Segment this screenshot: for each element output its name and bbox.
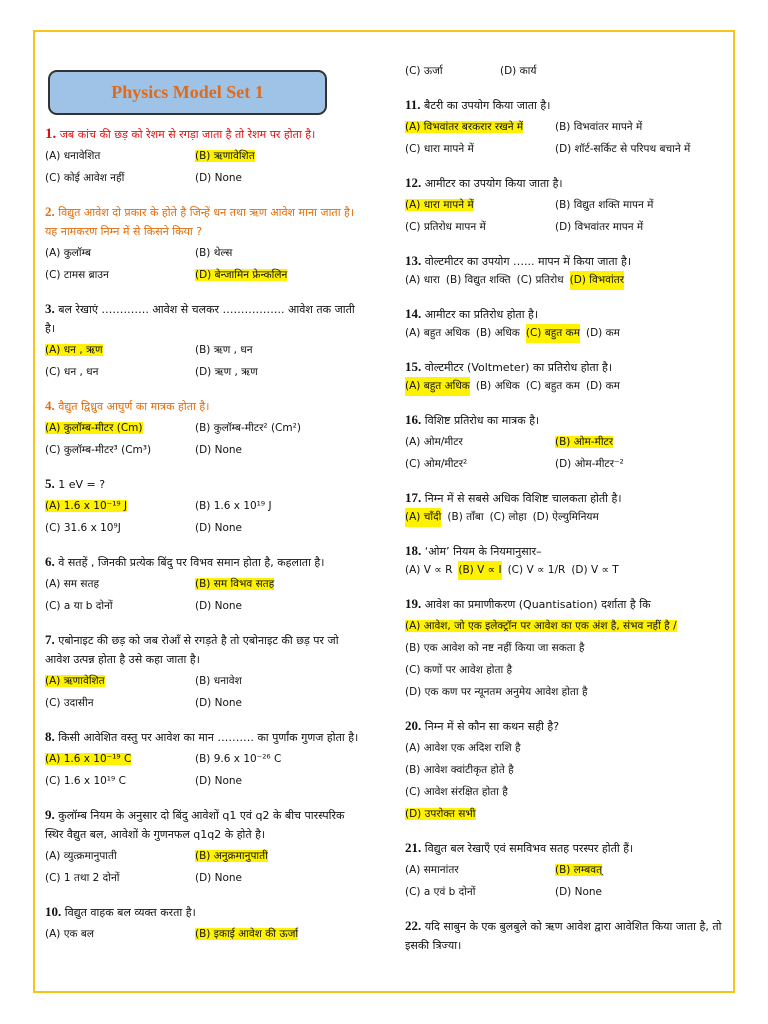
option-cell: [45, 747, 195, 769]
question-stem: निम्न में से सबसे अधिक विशिष्ट चालकता होती है।: [424, 492, 622, 505]
option-row: [405, 561, 725, 580]
question-text: [405, 916, 725, 955]
option-cell: [45, 594, 195, 616]
question-block: [45, 474, 365, 538]
option[interactable]: (C) कुलॉम्ब-मीटर³ (Cm³): [45, 444, 152, 456]
option-row: [45, 769, 365, 791]
option[interactable]: (A) चाँदी: [405, 508, 441, 527]
question-number: 5.: [45, 476, 55, 491]
option[interactable]: (A) ओम/मीटर: [405, 436, 463, 448]
option-line: [405, 802, 725, 824]
option-cell: [405, 137, 555, 159]
option-cell: [195, 769, 365, 791]
option[interactable]: (A) आवेश एक अदिश राशि है: [405, 742, 521, 754]
option-cell: [45, 691, 195, 713]
option-line: [405, 658, 725, 680]
question-stem: विशिष्ट प्रतिरोध का मात्रक है।: [424, 414, 540, 427]
option[interactable]: (C) उदासीन: [45, 697, 94, 709]
question-block: [405, 838, 725, 902]
option-row: [405, 508, 725, 527]
question-stem: वोल्टमीटर का उपयोग …... मापन में किया जाता है।: [424, 255, 632, 268]
option[interactable]: (B) एक आवेश को नष्ट नहीं किया जा सकता है: [405, 642, 585, 654]
option-row: [45, 516, 365, 538]
question-stem: 1 eV = ?: [58, 478, 106, 491]
option-cell: [45, 494, 195, 516]
option[interactable]: (C) बहुत कम: [525, 380, 580, 392]
option[interactable]: (C) बहुत कम: [526, 324, 580, 343]
option-cell: [45, 338, 195, 360]
option-row: [45, 572, 365, 594]
option-row: [45, 747, 365, 769]
option[interactable]: (A) एक बल: [45, 928, 95, 940]
question-stem: किसी आवेशित वस्तु पर आवेश का मान ………. का पुर्णांक गुणज होता है।: [58, 731, 359, 744]
option-cell: [45, 516, 195, 538]
option[interactable]: (C) ऊर्जा: [405, 65, 443, 77]
option[interactable]: (C) 1 तथा 2 दोनों: [45, 872, 120, 884]
option[interactable]: (C) कोई आवेश नहीं: [45, 172, 125, 184]
option[interactable]: (B) ऋण , धन: [195, 344, 253, 356]
option-row: [45, 438, 365, 460]
option-row: [405, 324, 725, 343]
option[interactable]: (D) None: [195, 444, 243, 456]
option-cell: [555, 452, 725, 474]
question-block: [45, 630, 365, 713]
option-row: [45, 166, 365, 188]
option-cell: [555, 115, 725, 137]
option-cell: [45, 438, 195, 460]
option[interactable]: (B) कुलॉम्ब-मीटर² (Cm²): [195, 422, 301, 434]
option[interactable]: (A) विभवांतर बरकरार रखने में: [405, 121, 524, 133]
option-line: [405, 614, 725, 636]
option-row: [45, 691, 365, 713]
question-text: [45, 902, 365, 922]
option-cell: [45, 572, 195, 594]
option-cell: [195, 338, 365, 360]
question-text: [405, 95, 725, 115]
option-cell: [405, 452, 555, 474]
option[interactable]: (C) 31.6 x 10⁹J: [45, 522, 121, 534]
question-block: [405, 916, 725, 955]
question-text: [405, 304, 725, 324]
question-block: [405, 173, 725, 237]
option-cell: [405, 880, 555, 902]
question-number: 9.: [45, 807, 55, 822]
question-text: [45, 552, 365, 572]
option[interactable]: (D) कम: [585, 327, 620, 339]
option-cell: [45, 144, 195, 166]
option[interactable]: (B) विभवांतर मापने में: [555, 121, 643, 133]
option-row: [45, 338, 365, 360]
option-cell: [555, 430, 725, 452]
option[interactable]: (B) अनुक्रमानुपाती: [195, 850, 268, 862]
question-block: [405, 488, 725, 527]
option[interactable]: (A) धनावेशित: [45, 150, 101, 162]
option-cell: [45, 769, 195, 791]
question-block: [405, 716, 725, 824]
option[interactable]: (C) V ∝ 1/R: [507, 564, 566, 576]
option[interactable]: (C) a या b दोनों: [45, 600, 113, 612]
question-stem: बल रेखाएं …………. आवेश से चलकर …………….. आवेश तक जाती है।: [45, 303, 355, 335]
question-stem: जब कांच की छड़ को रेशम से रगड़ा जाता है तो रेशम पर होता है।: [59, 128, 316, 141]
question-stem: निम्न में से कौन सा कथन सही है?: [424, 720, 560, 733]
option[interactable]: (B) 9.6 x 10⁻²⁶ C: [195, 753, 282, 765]
option[interactable]: (B) V ∝ I: [458, 561, 501, 580]
option[interactable]: (C) 1.6 x 10¹⁹ C: [45, 775, 126, 787]
option[interactable]: (D) उपरोक्त सभी: [405, 808, 476, 820]
option[interactable]: (D) V ∝ T: [571, 564, 619, 576]
question-block: [405, 357, 725, 396]
option-cell: [195, 747, 365, 769]
question-number: 8.: [45, 729, 55, 744]
question-block: [45, 125, 365, 188]
option-cell: [405, 215, 555, 237]
question-block: [45, 805, 365, 888]
question-number: 14.: [405, 306, 422, 321]
option[interactable]: (D) None: [195, 522, 243, 534]
question-stem: वैद्युत द्विध्रुव आघुर्ण का मात्रक होता है।: [58, 400, 210, 413]
question-text: [405, 251, 725, 271]
option-cell: [405, 115, 555, 137]
option[interactable]: (C) आवेश संरक्षित होता है: [405, 786, 508, 798]
question-number: 7.: [45, 632, 55, 647]
question-number: 1.: [45, 126, 57, 142]
question-stem: आमीटर का उपयोग किया जाता है।: [424, 177, 563, 190]
question-stem: आवेश का प्रमाणीकरण (Quantisation) दर्शाता है कि: [424, 598, 651, 611]
option[interactable]: (D) None: [195, 600, 243, 612]
question-number: 3.: [45, 301, 55, 316]
option[interactable]: (A) कुलॉम्ब: [45, 247, 92, 259]
option-row: [405, 377, 725, 396]
option[interactable]: (D) None: [195, 872, 243, 884]
option-row: [405, 137, 725, 159]
option-cell: [555, 193, 725, 215]
question-number: 16.: [405, 412, 422, 427]
option-line: [405, 680, 725, 702]
question-stem: विद्युत बल रेखाएँ एवं समविभव सतह परस्पर होती हैं।: [424, 842, 634, 855]
option-cell: [195, 144, 365, 166]
option[interactable]: (D) एक कण पर न्यूनतम अनुमेय आवेश होता है: [405, 686, 588, 698]
option-cell: [45, 844, 195, 866]
option[interactable]: (D) None: [555, 886, 603, 898]
option-row: [405, 880, 725, 902]
question-number: 17.: [405, 490, 422, 505]
option-cell: [555, 137, 725, 159]
option-row: [45, 844, 365, 866]
question-stem: कुलॉम्ब नियम के अनुसार दो बिंदु आवेशों q1 एवं q2 के बीच पारस्परिक स्थिर वैद्युत बल, आवेशों के गुणनफल q1q2 के होते है।: [45, 809, 345, 841]
question-number: 15.: [405, 359, 422, 374]
question-text: [405, 173, 725, 193]
question-text: [45, 202, 365, 241]
option[interactable]: (C) टामस ब्राउन: [45, 269, 109, 281]
question-block: [405, 95, 725, 159]
option[interactable]: (B) विद्युत शक्ति मापन में: [555, 199, 654, 211]
question-number: 11.: [405, 97, 421, 112]
option-row: [45, 263, 365, 285]
option-row: [45, 360, 365, 382]
option-row-continued: [405, 62, 725, 81]
option-row: [45, 594, 365, 616]
question-text: [45, 727, 365, 747]
option[interactable]: (A) 1.6 x 10⁻¹⁹ C: [45, 753, 132, 765]
option-cell: [195, 594, 365, 616]
option[interactable]: (C) धन , धन: [45, 366, 99, 378]
question-stem: एबोनाइट की छड़ को जब रोआँ से रगड़ते है तो एबोनाइट की छड़ पर जो आवेश उत्पन्न होता है उसे कहा जाता है।: [45, 634, 339, 666]
option[interactable]: (D) विभवांतर मापन में: [555, 221, 644, 233]
option[interactable]: (D) शॉर्ट-सर्किट से परिपथ बचाने में: [555, 143, 691, 155]
option[interactable]: (A) आवेश, जो एक इलेक्ट्रॉन पर आवेश का एक अंश है, संभव नहीं है /: [405, 620, 677, 632]
option[interactable]: (B) अधिक: [475, 380, 520, 392]
option[interactable]: (A) V ∝ R: [405, 564, 453, 576]
option-row: [45, 866, 365, 888]
option-cell: [405, 193, 555, 215]
option[interactable]: (A) बहुत अधिक: [405, 327, 470, 339]
option[interactable]: (A) धारा: [405, 274, 440, 286]
option-cell: [45, 360, 195, 382]
question-block: [45, 202, 365, 285]
question-number: 13.: [405, 253, 422, 268]
option[interactable]: (B) लम्बवत्: [555, 864, 603, 876]
option[interactable]: (A) सम सतह: [45, 578, 100, 590]
option-cell: [195, 166, 365, 188]
option-cell: [195, 438, 365, 460]
option-row: [405, 452, 725, 474]
question-number: 22.: [405, 918, 422, 933]
question-stem: बैटरी का उपयोग किया जाता है।: [424, 99, 551, 112]
question-number: 21.: [405, 840, 422, 855]
option[interactable]: (D) बेन्जामिन फ्रेन्कलिन: [195, 269, 288, 281]
option-cell: [195, 866, 365, 888]
option[interactable]: (B) ओम-मीटर: [555, 436, 614, 448]
option-row: [45, 669, 365, 691]
option[interactable]: (B) सम विभव सतह: [195, 578, 275, 590]
question-text: [45, 474, 365, 494]
question-text: [405, 716, 725, 736]
option-line: [405, 780, 725, 802]
option-row: [405, 271, 725, 290]
option[interactable]: (D) विभवांतर: [570, 271, 624, 290]
option-row: [45, 494, 365, 516]
option[interactable]: (A) धन , ऋण: [45, 344, 103, 356]
option[interactable]: (B) धनावेश: [195, 675, 242, 687]
question-stem: विद्युत आवेश दो प्रकार के होते है जिन्हें धन तथा ऋण आवेश माना जाता है। यह नामकरण निम्न में से किसने किया ?: [45, 206, 355, 238]
question-block: [45, 727, 365, 791]
option[interactable]: (B) थेल्स: [195, 247, 233, 259]
question-block: [45, 552, 365, 616]
question-text: [405, 488, 725, 508]
question-stem: आमीटर का प्रतिरोध होता है।: [424, 308, 539, 321]
question-text: [45, 805, 365, 844]
option[interactable]: (A) धारा मापने में: [405, 199, 474, 211]
option[interactable]: (B) 1.6 x 10¹⁹ J: [195, 500, 272, 512]
option[interactable]: (B) ताँबा: [447, 511, 484, 523]
option[interactable]: (D) None: [195, 775, 243, 787]
option[interactable]: (B) विद्युत शक्ति: [445, 274, 511, 286]
option[interactable]: (A) ऋणावेशित: [45, 675, 105, 687]
option-cell: [195, 691, 365, 713]
question-block: [405, 541, 725, 580]
right-column: [405, 62, 725, 969]
question-text: [405, 357, 725, 377]
option-cell: [45, 866, 195, 888]
option-cell: [45, 922, 195, 944]
option[interactable]: (D) ऐल्युमिनियम: [532, 511, 599, 523]
question-block: [405, 594, 725, 702]
option[interactable]: (C) धारा मापने में: [405, 143, 474, 155]
option-cell: [45, 241, 195, 263]
option[interactable]: (B) इकाई आवेश की ऊर्जा: [195, 928, 299, 940]
question-number: 12.: [405, 175, 422, 190]
option-row: [45, 144, 365, 166]
question-block: [45, 902, 365, 944]
option[interactable]: (A) 1.6 x 10⁻¹⁹ J: [45, 500, 128, 512]
question-stem: ‘ओम’ नियम के नियमानुसार–: [424, 545, 542, 558]
option[interactable]: (A) समानांतर: [405, 864, 459, 876]
question-number: 2.: [45, 204, 55, 219]
option-cell: [195, 263, 365, 285]
option-cell: [555, 880, 725, 902]
option[interactable]: (A) बहुत अधिक: [405, 377, 470, 396]
option-cell: [45, 669, 195, 691]
option-cell: [195, 669, 365, 691]
question-number: 6.: [45, 554, 55, 569]
option[interactable]: (D) कम: [585, 380, 620, 392]
question-text: [405, 838, 725, 858]
question-number: 4.: [45, 398, 55, 413]
question-block: [405, 251, 725, 290]
option-row: [405, 193, 725, 215]
option[interactable]: (C) लोहा: [489, 511, 527, 523]
question-text: [45, 396, 365, 416]
option-cell: [195, 416, 365, 438]
left-column: [45, 125, 365, 958]
question-stem: विद्युत वाहक बल व्यक्त करता है।: [64, 906, 196, 919]
option[interactable]: (D) ऋण , ऋण: [195, 366, 258, 378]
option-cell: [45, 416, 195, 438]
page-title: Physics Model Set 1: [48, 70, 327, 115]
option-row: [45, 241, 365, 263]
question-number: 10.: [45, 904, 62, 919]
option[interactable]: (C) ओम/मीटर²: [405, 458, 468, 470]
option-line: [405, 758, 725, 780]
option-cell: [195, 844, 365, 866]
question-block: [45, 299, 365, 382]
question-number: 19.: [405, 596, 422, 611]
option-row: [45, 922, 365, 944]
option-row: [405, 115, 725, 137]
option-row: [405, 430, 725, 452]
question-block: [405, 410, 725, 474]
option[interactable]: (D) कार्य: [500, 65, 537, 77]
question-stem: वे सतहें , जिनकी प्रत्येक बिंदु पर विभव समान होता है, कहलाता है।: [58, 556, 325, 569]
question-stem: वोल्टमीटर (Voltmeter) का प्रतिरोध होता है।: [424, 361, 613, 374]
option[interactable]: (A) व्युत्क्रमानुपाती: [45, 850, 117, 862]
option-row: [45, 416, 365, 438]
option-cell: [555, 858, 725, 880]
option[interactable]: (D) ओम-मीटर⁻²: [555, 458, 624, 470]
option-cell: [405, 430, 555, 452]
option-cell: [195, 494, 365, 516]
option[interactable]: (B) ऋणावेशित: [195, 150, 255, 162]
option-cell: [195, 922, 365, 944]
option-row: [405, 215, 725, 237]
option[interactable]: (C) प्रतिरोध: [516, 274, 564, 286]
option[interactable]: (A) कुलॉम्ब-मीटर (Cm): [45, 422, 143, 434]
question-text: [405, 410, 725, 430]
option-line: [405, 736, 725, 758]
option[interactable]: (D) None: [195, 172, 243, 184]
question-number: 20.: [405, 718, 422, 733]
question-number: 18.: [405, 543, 422, 558]
option-cell: [195, 360, 365, 382]
option[interactable]: (C) कणों पर आवेश होता है: [405, 664, 513, 676]
question-text: [45, 125, 365, 144]
option-cell: [195, 572, 365, 594]
option[interactable]: (C) a एवं b दोनों: [405, 886, 476, 898]
option-cell: [195, 516, 365, 538]
option[interactable]: (B) आवेश क्वांटीकृत होते है: [405, 764, 514, 776]
question-text: [45, 630, 365, 669]
question-stem: यदि साबुन के एक बुलबुले को ऋण आवेश द्वारा आवेशित किया जाता है, तो इसकी त्रिज्या।: [405, 920, 722, 952]
option[interactable]: (D) None: [195, 697, 243, 709]
question-block: [45, 396, 365, 460]
option[interactable]: (C) प्रतिरोध मापन में: [405, 221, 486, 233]
option[interactable]: (B) अधिक: [475, 327, 520, 339]
option-cell: [405, 858, 555, 880]
question-text: [45, 299, 365, 338]
question-text: [405, 541, 725, 561]
option-line: [405, 636, 725, 658]
option-cell: [45, 263, 195, 285]
option-row: [405, 858, 725, 880]
option-cell: [45, 166, 195, 188]
question-block: [405, 304, 725, 343]
question-text: [405, 594, 725, 614]
option-cell: [555, 215, 725, 237]
option-cell: [195, 241, 365, 263]
